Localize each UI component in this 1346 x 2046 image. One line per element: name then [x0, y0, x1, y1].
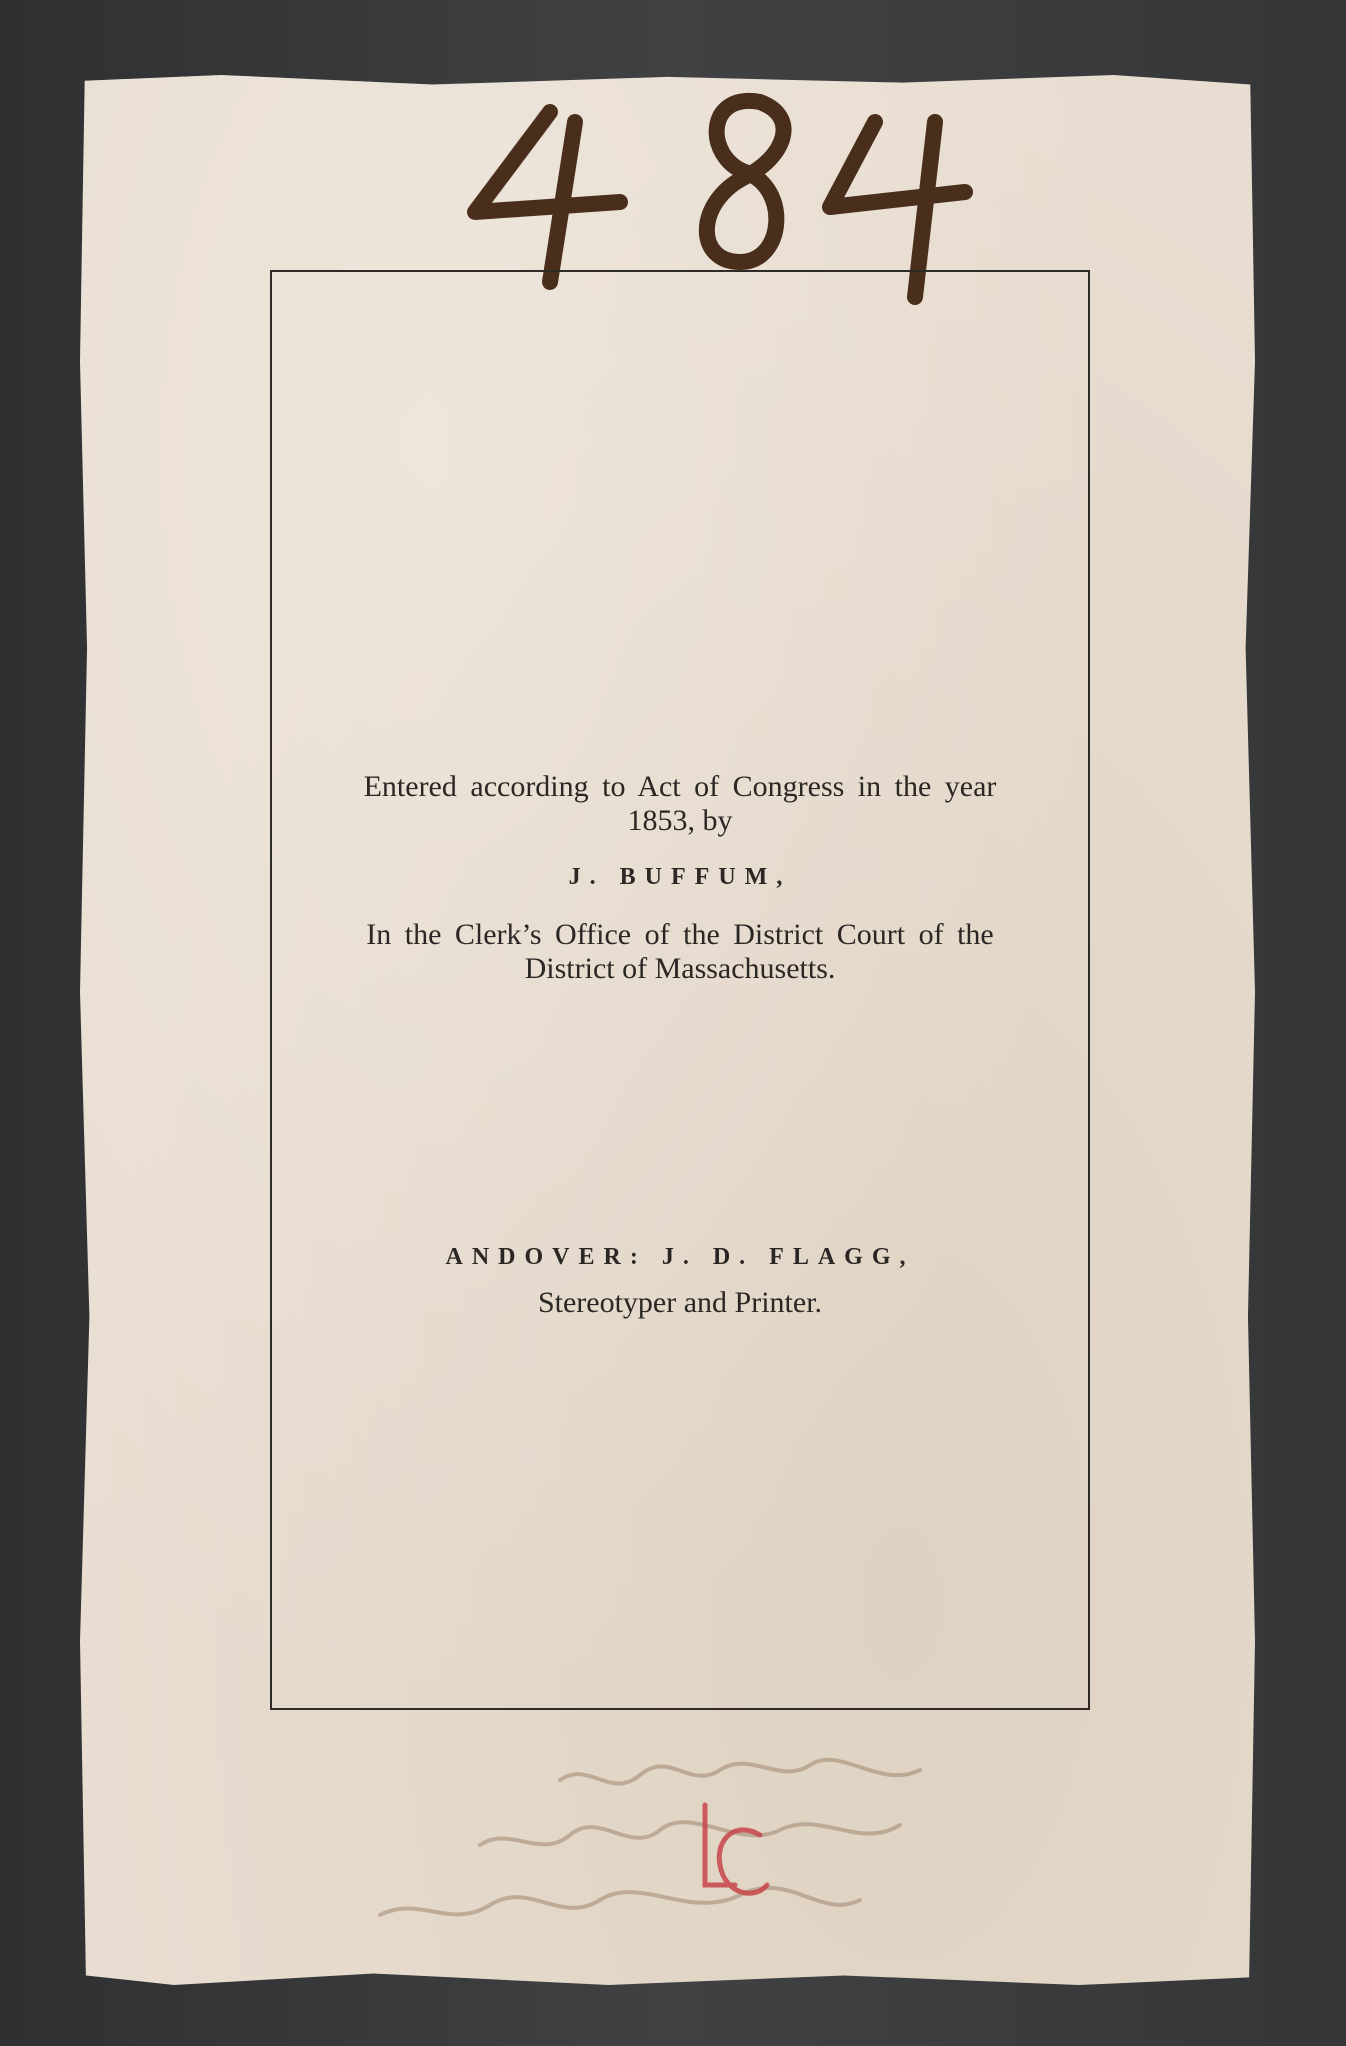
copyright-line-3: In the Clerk’s Office of the District Court of the: [366, 918, 994, 951]
copyright-line-2: 1853, by: [627, 804, 733, 837]
lc-stamp-mark: [675, 1795, 775, 1915]
printer-role: Stereotyper and Printer.: [537, 1286, 823, 1319]
printer-imprint: [280, 1240, 1080, 1320]
copyright-holder: J. BUFFUM,: [568, 864, 792, 890]
copyright-line-4: District of Massachusetts.: [524, 952, 836, 985]
title-page-border: [270, 270, 1090, 1710]
printer-name: ANDOVER: J. D. FLAGG,: [445, 1244, 915, 1270]
library-stamp: [675, 1795, 775, 1915]
copyright-line-1: Entered according to Act of Congress in the year: [363, 770, 997, 803]
copyright-notice: [280, 770, 1080, 986]
